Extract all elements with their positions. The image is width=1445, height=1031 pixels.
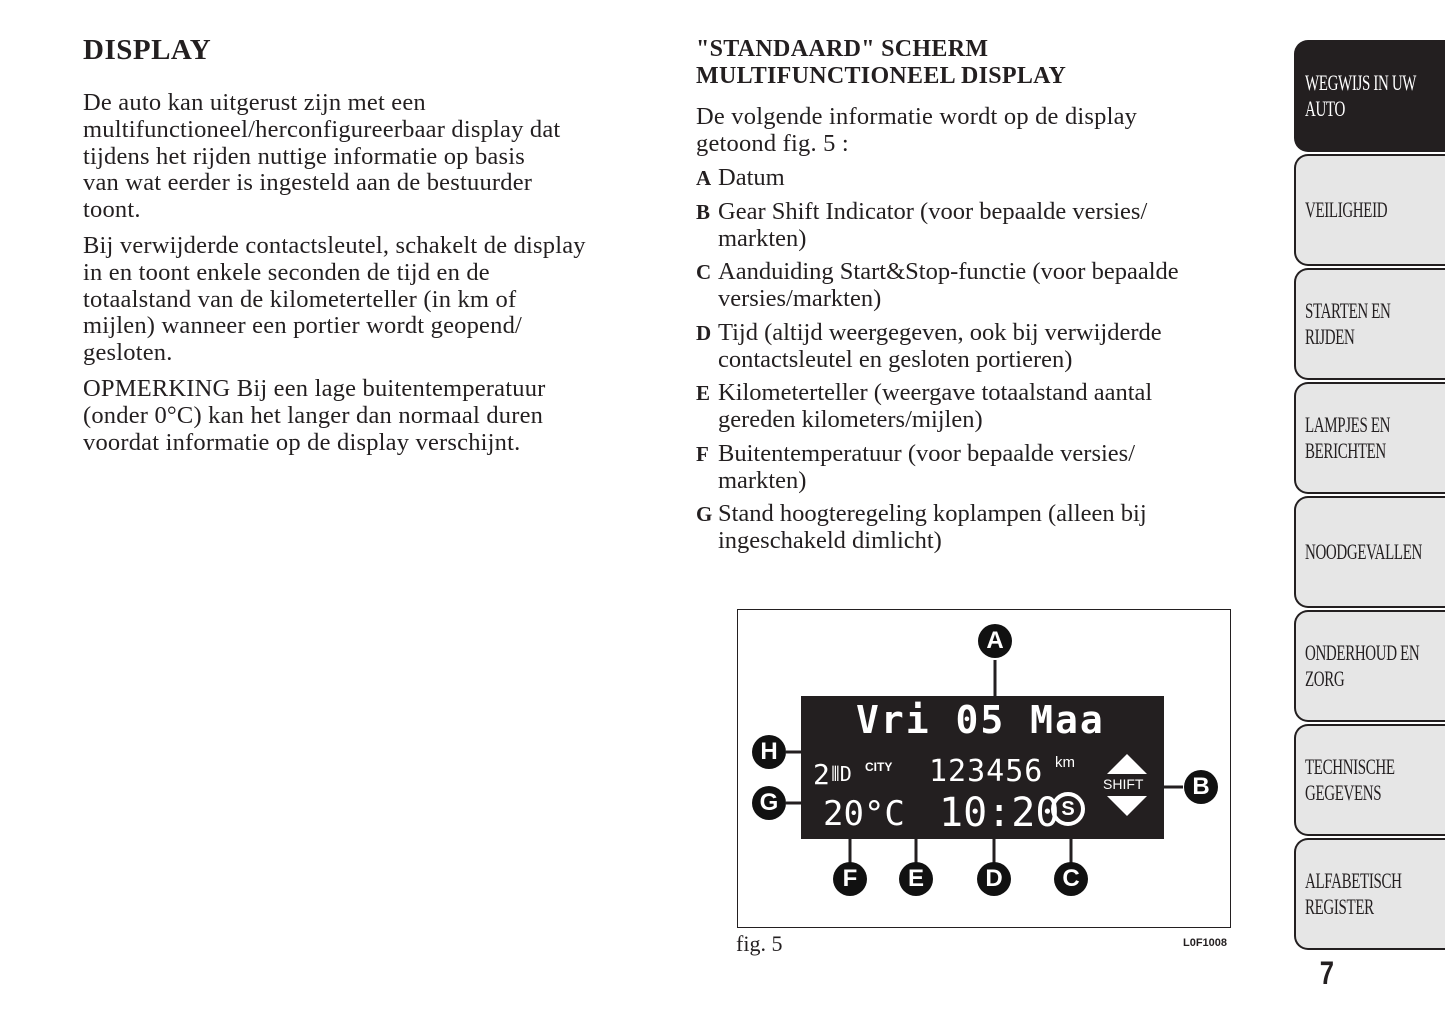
list-item: C Aanduiding Start&Stop-functie (voor bepaalde versies/markten) [696, 258, 1179, 312]
tab-onderhoud-en-zorg[interactable] [1294, 610, 1445, 722]
tab-lampjes-en-berichten[interactable] [1294, 382, 1445, 494]
headlight-level: 2 [813, 758, 830, 791]
date-readout: Vri 05 Maa [856, 698, 1105, 742]
tab-starten-en-rijden[interactable] [1294, 268, 1445, 380]
callout-g: G [752, 786, 786, 820]
callout-e: E [899, 862, 933, 896]
tab-label: ONDERHOUD EN ZORG [1305, 640, 1420, 691]
list-item: D Tijd (altijd weergegeven, ook bij verwijderde contactsleutel en gesloten portieren) [696, 319, 1162, 373]
callout-a: A [978, 624, 1012, 658]
paragraph-note: OPMERKING Bij een lage buitentemperatuur (onder 0°C) kan het langer dan normaal duren voordat informatie op de display verschijnt. [83, 375, 546, 456]
tab-label: VEILIGHEID [1305, 197, 1388, 222]
callout-c: C [1054, 862, 1088, 896]
tab-label: ALFABETISCH REGISTER [1305, 868, 1402, 919]
tab-label: STARTEN EN RIJDEN [1305, 298, 1391, 349]
temperature-readout: 20°C [823, 794, 905, 834]
startstop-icon: S [1051, 792, 1085, 826]
callout-h: H [752, 735, 786, 769]
callout-f: F [833, 862, 867, 896]
odometer-unit: km [1055, 754, 1075, 771]
tab-wegwijs-in-uw-auto[interactable] [1294, 40, 1445, 152]
tab-label: TECHNISCHE GEGEVENS [1305, 754, 1395, 805]
callout-b: B [1184, 770, 1218, 804]
time-readout: 10:20 [939, 790, 1060, 836]
lcd-screen [801, 696, 1164, 839]
subsection-title: "STANDAARD" SCHERM MULTIFUNCTIONEEL DISPLAY [696, 36, 1067, 89]
intro-text: De volgende informatie wordt op de display getoond fig. 5 : [696, 103, 1138, 157]
tab-alfabetisch-register[interactable] [1294, 838, 1445, 950]
odometer-readout: 123456 [929, 754, 1044, 789]
paragraph: De auto kan uitgerust zijn met een multifunctioneel/herconfigureerbaar display dat tijdens het rijden nuttige informatie op basis van wat eerder is ingesteld aan de bestuurder toont. [83, 89, 561, 224]
shift-up-icon [1107, 754, 1147, 774]
tab-label: LAMPJES EN BERICHTEN [1305, 412, 1391, 463]
list-item: A Datum [696, 164, 785, 191]
headlight-icon: ⦀D [831, 762, 852, 786]
shift-label: SHIFT [1103, 776, 1144, 792]
figure-code: L0F1008 [1183, 937, 1228, 949]
tab-veiligheid[interactable] [1294, 154, 1445, 266]
paragraph: Bij verwijderde contactsleutel, schakelt de display in en toont enkele seconden de tijd en de totaalstand van de kilometerteller (in km of mijlen) wanneer een portier wordt geopend/ gesloten. [83, 232, 586, 367]
shift-down-icon [1107, 796, 1147, 816]
city-indicator: CITY [865, 760, 893, 774]
display-figure [737, 609, 1231, 928]
callout-d: D [977, 862, 1011, 896]
list-item: E Kilometerteller (weergave totaalstand aantal gereden kilometers/mijlen) [696, 379, 1153, 433]
tab-noodgevallen[interactable] [1294, 496, 1445, 608]
section-title: DISPLAY [83, 34, 212, 66]
tab-label: NOODGEVALLEN [1305, 539, 1422, 564]
list-item: B Gear Shift Indicator (voor bepaalde versies/ markten) [696, 198, 1148, 252]
tab-technische-gegevens[interactable] [1294, 724, 1445, 836]
list-item: F Buitentemperatuur (voor bepaalde versies/ markten) [696, 440, 1136, 494]
list-item: G Stand hoogteregeling koplampen (alleen bij ingeschakeld dimlicht) [696, 500, 1147, 554]
page-number: 7 [1319, 955, 1335, 991]
tab-label: WEGWIJS IN UW AUTO [1305, 70, 1417, 121]
figure-caption: fig. 5 [736, 931, 783, 956]
